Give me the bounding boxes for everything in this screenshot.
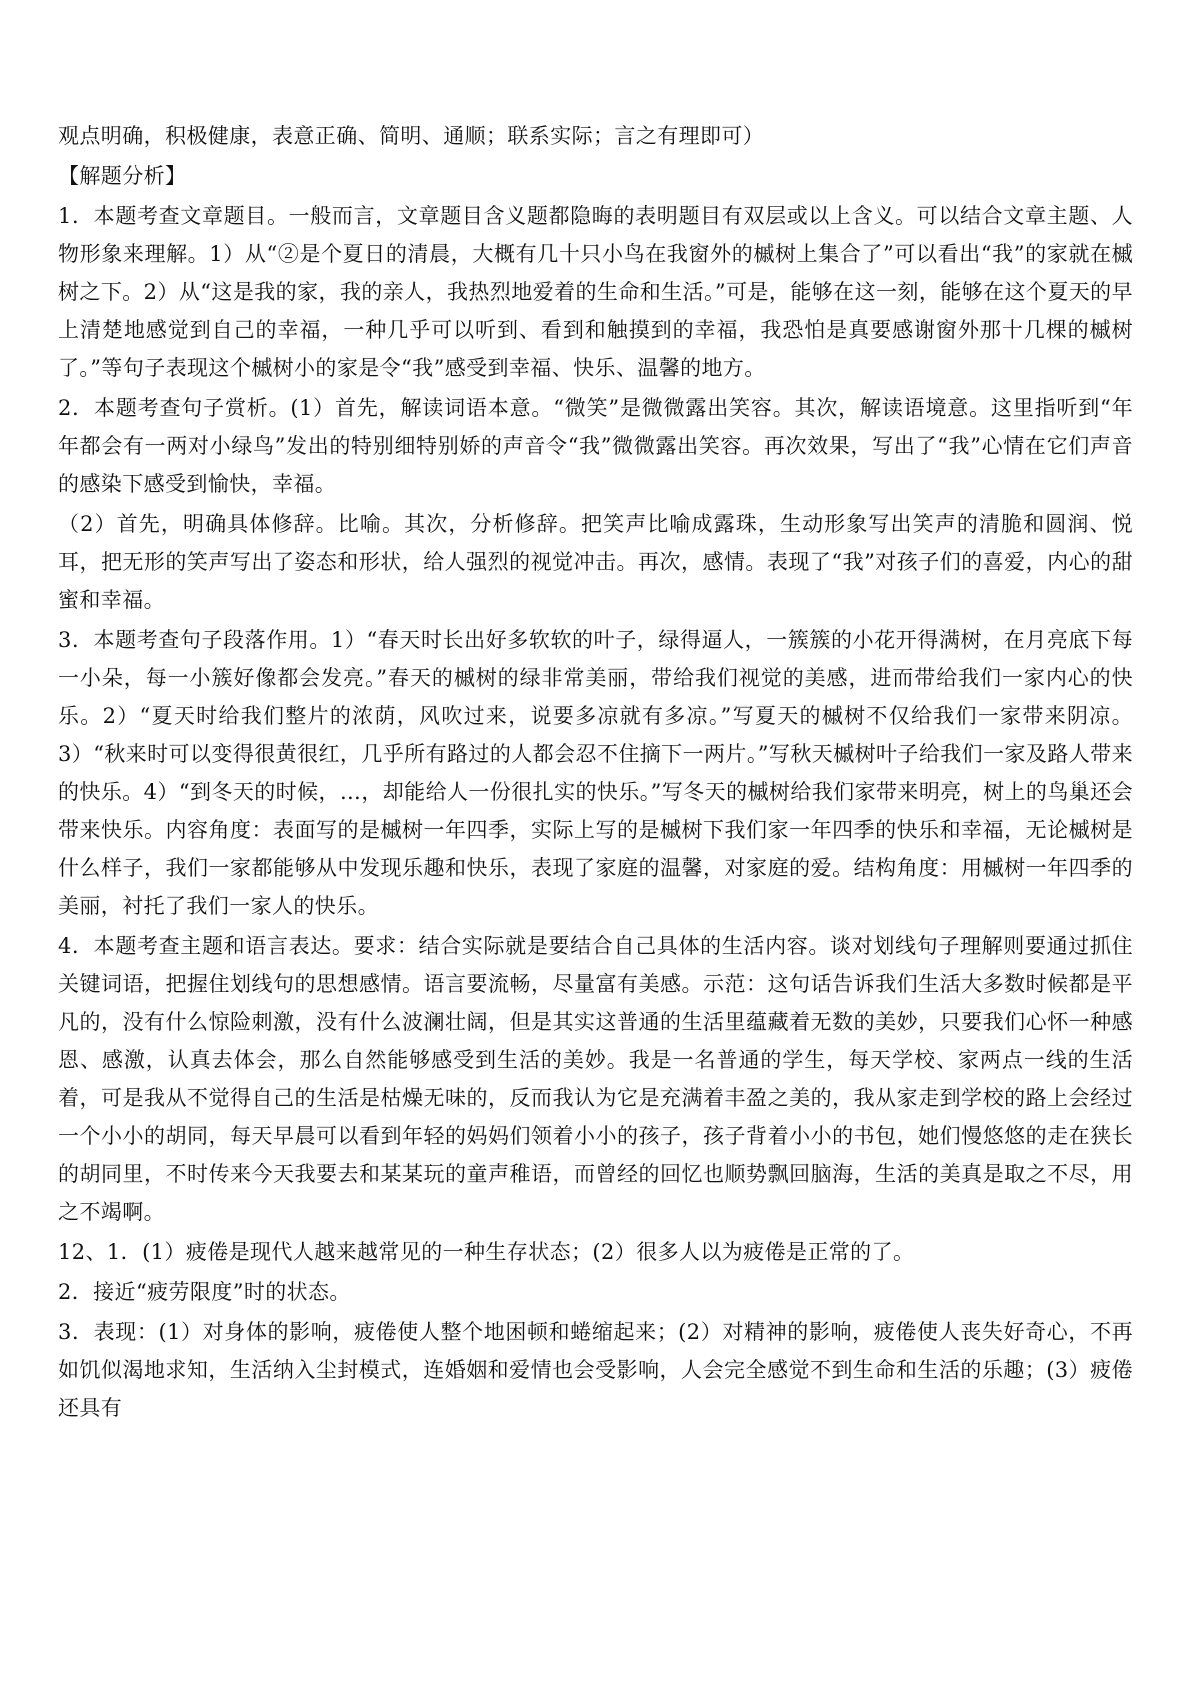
paragraph-q12-3: 3．表现：(1）对身体的影响，疲倦使人整个地困顿和蜷缩起来；(2）对精神的影响，疲倦使人丧失好奇心，不再如饥似渴地求知，生活纳入尘封模式，连婚姻和爱情也会受影响，人会完全感觉不到生命和生活的乐趣；(3）疲倦还具有: [58, 1320, 1133, 1420]
paragraph-q12-1: 12、1．(1）疲倦是现代人越来越常见的一种生存状态；(2）很多人以为疲倦是正常的了。: [58, 1240, 915, 1264]
paragraph-answer-2: 2．本题考查句子赏析。(1）首先，解读词语本意。“微笑”是微微露出笑容。其次，解读语境意。这里指听到“年年都会有一两对小绿鸟”发出的特别细特别娇的声音令“我”微微露出笑容。再次效果，写出了“我”心情在它们声音的感染下感受到愉快，幸福。: [58, 396, 1133, 496]
paragraph-intro: 观点明确，积极健康，表意正确、简明、通顺；联系实际；言之有理即可）: [58, 124, 765, 148]
paragraph-answer-2b: （2）首先，明确具体修辞。比喻。其次，分析修辞。把笑声比喻成露珠，生动形象写出笑声的清脆和圆润、悦耳，把无形的笑声写出了姿态和形状，给人强烈的视觉冲击。再次，感情。表现了“我”对孩子们的喜爱，内心的甜蜜和幸福。: [58, 512, 1133, 612]
paragraph-answer-3: 3．本题考查句子段落作用。1）“春天时长出好多软软的叶子，绿得逼人，一簇簇的小花开得满树，在月亮底下每一小朵，每一小簇好像都会发亮。”春天的槭树的绿非常美丽，带给我们视觉的美感，进而带给我们一家内心的快乐。2）“夏天时给我们整片的浓荫，风吹过来，说要多凉就有多凉。”写夏天的槭树不仅给我们一家带来阴凉。3）“秋来时可以变得很黄很红，几乎所有路过的人都会忍不住摘下一两片。”写秋天槭树叶子给我们一家及路人带来的快乐。4）“到冬天的时候，…，却能给人一份很扎实的快乐。”写冬天的槭树给我们家带来明亮，树上的鸟巢还会带来快乐。内容角度：表面写的是槭树一年四季，实际上写的是槭树下我们家一年四季的快乐和幸福，无论槭树是什么样子，我们一家都能够从中发现乐趣和快乐，表现了家庭的温馨，对家庭的爱。结构角度：用槭树一年四季的美丽，衬托了我们一家人的快乐。: [58, 628, 1133, 918]
section-heading: 【解题分析】: [58, 164, 187, 188]
document-body: [58, 117, 1133, 1427]
paragraph-answer-4: 4．本题考查主题和语言表达。要求：结合实际就是要结合自己具体的生活内容。谈对划线句子理解则要通过抓住关键词语，把握住划线句的思想感情。语言要流畅，尽量富有美感。示范：这句话告诉我们生活大多数时候都是平凡的，没有什么惊险刺激，没有什么波澜壮阔，但是其实这普通的生活里蕴藏着无数的美妙，只要我们心怀一种感恩、感激，认真去体会，那么自然能够感受到生活的美妙。我是一名普通的学生，每天学校、家两点一线的生活着，可是我从不觉得自己的生活是枯燥无味的，反而我认为它是充满着丰盈之美的，我从家走到学校的路上会经过一个小小的胡同，每天早晨可以看到年轻的妈妈们领着小小的孩子，孩子背着小小的书包，她们慢悠悠的走在狭长的胡同里，不时传来今天我要去和某某玩的童声稚语，而曾经的回忆也顺势飘回脑海，生活的美真是取之不尽，用之不竭啊。: [58, 934, 1133, 1224]
paragraph-q12-2: 2．接近“疲劳限度”时的状态。: [58, 1280, 351, 1304]
paragraph-answer-1: 1．本题考查文章题目。一般而言，文章题目含义题都隐晦的表明题目有双层或以上含义。可以结合文章主题、人物形象来理解。1）从“②是个夏日的清晨，大概有几十只小鸟在我窗外的槭树上集合了”可以看出“我”的家就在槭树之下。2）从“这是我的家，我的亲人，我热烈地爱着的生命和生活。”可是，能够在这一刻，能够在这个夏天的早上清楚地感觉到自己的幸福，一种几乎可以听到、看到和触摸到的幸福，我恐怕是真要感谢窗外那十几棵的槭树了。”等句子表现这个槭树小的家是令“我”感受到幸福、快乐、温馨的地方。: [58, 204, 1133, 380]
